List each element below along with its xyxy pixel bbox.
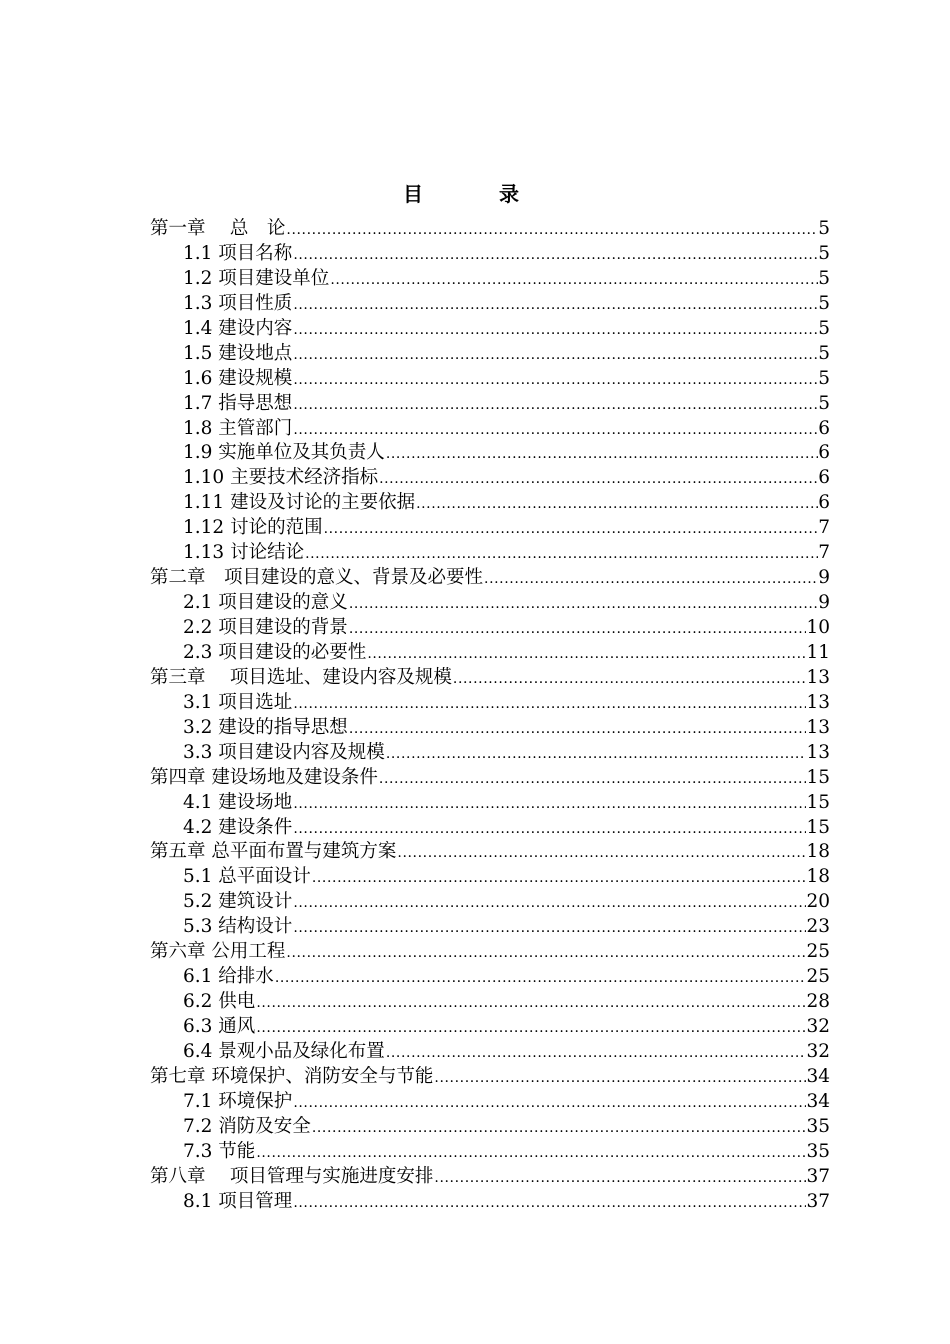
toc-entry-label: 1.1 项目名称	[183, 242, 293, 267]
toc-dot-leader	[293, 418, 818, 442]
toc-dot-leader	[293, 692, 806, 716]
toc-entry-label: 第八章 项目管理与实施进度安排	[150, 1165, 434, 1190]
toc-page-number: 37	[806, 1165, 830, 1187]
toc-page-number: 32	[806, 1040, 830, 1062]
toc-entry-label: 1.13 讨论结论	[183, 541, 305, 566]
toc-entry-label: 1.9 实施单位及其负责人	[183, 441, 386, 466]
toc-section-entry[interactable]	[150, 591, 830, 616]
toc-section-entry[interactable]	[150, 267, 830, 292]
toc-entry-label: 2.2 项目建设的背景	[183, 616, 349, 641]
toc-dot-leader	[293, 792, 806, 816]
toc-dot-leader	[416, 492, 818, 516]
toc-dot-leader	[379, 467, 818, 491]
toc-dot-leader	[312, 866, 807, 890]
toc-page-number: 5	[818, 242, 830, 264]
toc-entry-label: 第四章 建设场地及建设条件	[150, 766, 379, 791]
toc-section-entry[interactable]	[150, 317, 830, 342]
toc-dot-leader	[286, 218, 818, 242]
toc-page-number: 5	[818, 392, 830, 414]
toc-entry-label: 6.3 通风	[183, 1015, 256, 1040]
toc-dot-leader	[293, 368, 818, 392]
toc-dot-leader	[434, 1166, 806, 1190]
toc-section-entry[interactable]	[150, 915, 830, 940]
toc-entry-label: 4.1 建设场地	[183, 791, 293, 816]
toc-page-number: 9	[818, 592, 830, 614]
toc-entry-label: 7.1 环境保护	[183, 1090, 293, 1115]
toc-page-number: 25	[806, 966, 830, 988]
toc-dot-leader	[305, 542, 818, 566]
toc-entry-label: 6.4 景观小品及绿化布置	[183, 1040, 386, 1065]
toc-dot-leader	[293, 916, 806, 940]
toc-entry-label: 1.8 主管部门	[183, 417, 293, 442]
toc-page-number: 18	[806, 866, 830, 888]
toc-entry-label: 5.3 结构设计	[183, 915, 293, 940]
toc-dot-leader	[349, 717, 807, 741]
toc-page-number: 5	[818, 292, 830, 314]
toc-section-entry[interactable]	[150, 466, 830, 491]
toc-page-number: 13	[806, 741, 830, 763]
toc-page-number: 5	[818, 317, 830, 339]
toc-entry-label: 1.4 建设内容	[183, 317, 293, 342]
toc-page-number: 10	[806, 617, 830, 638]
toc-section-entry[interactable]	[150, 691, 830, 716]
toc-page-number: 11	[806, 641, 830, 663]
toc-section-entry[interactable]	[150, 1115, 830, 1140]
toc-page-number: 20	[806, 891, 830, 913]
toc-page-number: 32	[806, 1016, 830, 1037]
toc-page-number: 6	[818, 442, 830, 464]
toc-section-entry[interactable]	[150, 791, 830, 816]
toc-dot-leader	[330, 268, 818, 292]
toc-page-number: 34	[806, 1065, 830, 1087]
toc-page-number: 13	[806, 666, 830, 688]
toc-chapter-entry[interactable]	[150, 840, 830, 865]
toc-entry-label: 8.1 项目管理	[183, 1190, 293, 1215]
toc-chapter-entry[interactable]	[150, 666, 830, 691]
toc-section-entry[interactable]	[150, 1015, 830, 1040]
toc-section-entry[interactable]	[150, 1090, 830, 1115]
toc-dot-leader	[275, 966, 807, 990]
toc-page-number: 7	[818, 542, 830, 564]
toc-entry-label: 4.2 建设条件	[183, 816, 293, 841]
toc-section-entry[interactable]	[150, 641, 830, 666]
toc-page-number: 15	[806, 816, 830, 838]
toc-entry-label: 1.3 项目性质	[183, 292, 293, 317]
toc-dot-leader	[386, 742, 807, 766]
toc-page-number: 15	[806, 766, 830, 788]
toc-dot-leader	[386, 1041, 807, 1065]
toc-section-entry[interactable]	[150, 990, 830, 1015]
toc-section-entry[interactable]	[150, 242, 830, 267]
toc-dot-leader	[293, 817, 806, 841]
toc-section-entry[interactable]	[150, 516, 830, 541]
toc-chapter-entry[interactable]	[150, 1065, 830, 1090]
toc-dot-leader	[312, 1116, 807, 1140]
toc-entry-label: 1.6 建设规模	[183, 367, 293, 392]
toc-entry-label: 第六章 公用工程	[150, 940, 286, 965]
toc-entry-label: 3.3 项目建设内容及规模	[183, 741, 386, 766]
toc-entry-label: 3.1 项目选址	[183, 691, 293, 716]
toc-dot-leader	[293, 1091, 806, 1115]
toc-dot-leader	[349, 617, 807, 641]
toc-dot-leader	[256, 1016, 806, 1040]
toc-entry-label: 7.3 节能	[183, 1140, 256, 1165]
toc-entry-label: 第七章 环境保护、消防安全与节能	[150, 1065, 434, 1090]
toc-dot-leader	[349, 592, 818, 616]
toc-page-number: 18	[806, 841, 830, 863]
toc-chapter-entry[interactable]	[150, 566, 830, 591]
toc-dot-leader	[286, 941, 806, 965]
toc-entry-label: 2.1 项目建设的意义	[183, 591, 349, 616]
toc-entry-label: 1.10 主要技术经济指标	[183, 466, 379, 491]
toc-page-number: 13	[806, 716, 830, 738]
toc-dot-leader	[293, 393, 818, 417]
toc-entry-label: 7.2 消防及安全	[183, 1115, 312, 1140]
toc-page-number: 37	[806, 1190, 830, 1212]
toc-section-entry[interactable]	[150, 292, 830, 317]
toc-section-entry[interactable]	[150, 890, 830, 915]
toc-page-number: 15	[806, 791, 830, 813]
toc-page-number: 35	[806, 1140, 830, 1162]
toc-dot-leader	[453, 667, 807, 691]
toc-chapter-entry[interactable]	[150, 217, 830, 242]
toc-section-entry[interactable]	[150, 741, 830, 766]
toc-dot-leader	[293, 243, 818, 267]
toc-page-number: 13	[806, 691, 830, 713]
toc-section-entry[interactable]	[150, 342, 830, 367]
toc-dot-leader	[293, 293, 818, 317]
table-of-contents	[150, 217, 830, 1215]
toc-entry-label: 第五章 总平面布置与建筑方案	[150, 840, 397, 865]
toc-entry-label: 5.1 总平面设计	[183, 865, 312, 890]
toc-section-entry[interactable]	[150, 1040, 830, 1065]
toc-entry-label: 6.1 给排水	[183, 965, 275, 990]
toc-page-number: 34	[806, 1090, 830, 1112]
toc-page-number: 5	[818, 218, 830, 239]
toc-page-number: 5	[818, 267, 830, 289]
toc-page-number: 35	[806, 1115, 830, 1137]
toc-entry-label: 第一章 总 论	[150, 217, 286, 242]
toc-entry-label: 1.5 建设地点	[183, 342, 293, 367]
toc-dot-leader	[379, 767, 807, 791]
toc-entry-label: 5.2 建筑设计	[183, 890, 293, 915]
toc-entry-label: 1.11 建设及讨论的主要依据	[183, 491, 416, 516]
toc-section-entry[interactable]	[150, 541, 830, 566]
toc-dot-leader	[256, 991, 806, 1015]
toc-dot-leader	[324, 517, 819, 541]
toc-page-number: 28	[806, 991, 830, 1013]
toc-page-number: 9	[818, 567, 830, 589]
toc-dot-leader	[293, 343, 818, 367]
toc-section-entry[interactable]	[150, 716, 830, 741]
toc-dot-leader	[484, 567, 818, 591]
toc-page-number: 6	[818, 492, 830, 514]
toc-chapter-entry[interactable]	[150, 1165, 830, 1190]
toc-section-entry[interactable]	[150, 417, 830, 442]
toc-page-number: 23	[806, 916, 830, 938]
toc-page-number: 25	[806, 941, 830, 963]
toc-dot-leader	[386, 442, 818, 466]
toc-page-number: 7	[818, 517, 830, 539]
toc-dot-leader	[293, 891, 806, 915]
toc-entry-label: 1.12 讨论的范围	[183, 516, 324, 541]
toc-dot-leader	[434, 1066, 806, 1090]
toc-section-entry[interactable]	[150, 816, 830, 841]
toc-entry-label: 第三章 项目选址、建设内容及规模	[150, 666, 453, 691]
toc-section-entry[interactable]	[150, 1190, 830, 1215]
toc-dot-leader	[367, 642, 806, 666]
toc-section-entry[interactable]	[150, 367, 830, 392]
toc-entry-label: 第二章 项目建设的意义、背景及必要性	[150, 566, 484, 591]
toc-section-entry[interactable]	[150, 392, 830, 417]
toc-dot-leader	[293, 1191, 806, 1215]
toc-title: 目 录	[403, 182, 547, 206]
toc-entry-label: 3.2 建设的指导思想	[183, 716, 349, 741]
toc-section-entry[interactable]	[150, 491, 830, 516]
toc-entry-label: 1.7 指导思想	[183, 392, 293, 417]
toc-dot-leader	[256, 1141, 806, 1165]
toc-page-number: 5	[818, 367, 830, 389]
toc-entry-label: 6.2 供电	[183, 990, 256, 1015]
toc-entry-label: 2.3 项目建设的必要性	[183, 641, 367, 666]
toc-entry-label: 1.2 项目建设单位	[183, 267, 330, 292]
toc-section-entry[interactable]	[150, 965, 830, 990]
toc-dot-leader	[397, 841, 806, 865]
toc-section-entry[interactable]	[150, 1140, 830, 1165]
toc-page-number: 5	[818, 342, 830, 364]
toc-page-number: 6	[818, 417, 830, 439]
toc-chapter-entry[interactable]	[150, 766, 830, 791]
toc-section-entry[interactable]	[150, 441, 830, 466]
toc-section-entry[interactable]	[150, 865, 830, 890]
toc-page-number: 6	[818, 467, 830, 489]
toc-section-entry[interactable]	[150, 616, 830, 641]
toc-chapter-entry[interactable]	[150, 940, 830, 965]
toc-dot-leader	[293, 318, 818, 342]
